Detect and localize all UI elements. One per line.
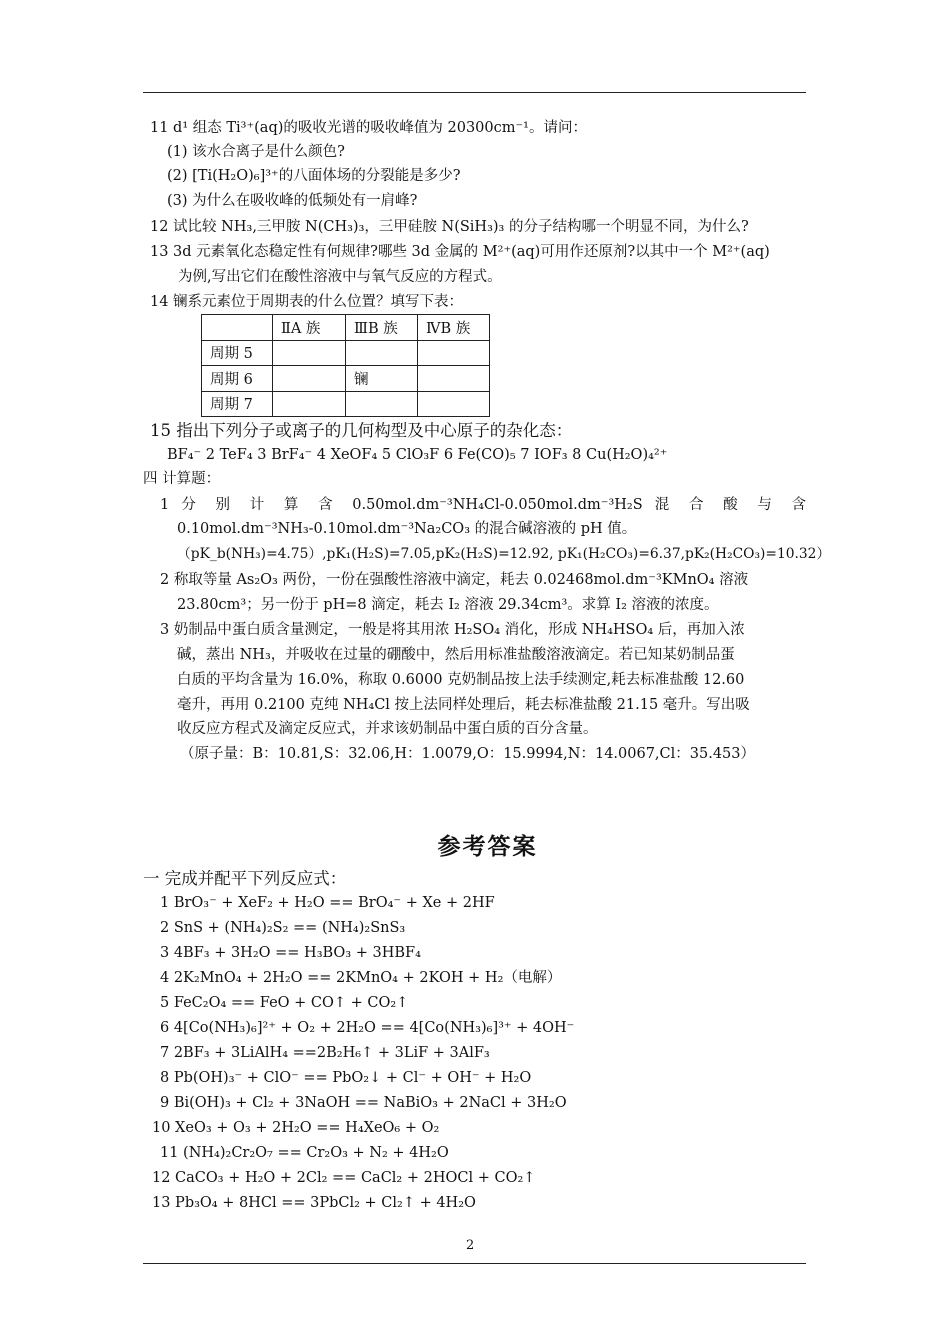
table-row xyxy=(202,391,490,417)
calc-2: 2 称取等量 As₂O₃ 两份，一份在强酸性溶液中滴定，耗去 0.02468mol.dm⁻³KMnO₄ 溶液 xyxy=(160,572,749,588)
answer-item: 7 2BF₃ + 3LiAlH₄ ==2B₂H₆↑ + 3LiF + 3AlF₃ xyxy=(160,1045,490,1061)
answer-item: 9 Bi(OH)₃ + Cl₂ + 3NaOH == NaBiO₃ + 2NaCl + 3H₂O xyxy=(160,1095,567,1111)
table-header-row xyxy=(202,315,490,341)
answer-item: 4 2K₂MnO₄ + 2H₂O == 2KMnO₄ + 2KOH + H₂（电解） xyxy=(160,970,562,986)
table-cell xyxy=(418,340,490,366)
table-row xyxy=(202,366,490,392)
question-11-part-1: (1) 该水合离子是什么颜色? xyxy=(167,144,345,160)
answer-item: 6 4[Co(NH₃)₆]²⁺ + O₂ + 2H₂O == 4[Co(NH₃)₆]³⁺ + 4OH⁻ xyxy=(160,1020,575,1036)
table-cell: 周期 7 xyxy=(202,391,273,417)
question-12: 12 试比较 NH₃,三甲胺 N(CH₃)₃，三甲硅胺 N(SiH₃)₃ 的分子结构哪一个明显不同，为什么? xyxy=(150,219,749,235)
calc-heading: 四 计算题： xyxy=(143,471,221,487)
calc-3-cont: 白质的平均含量为 16.0%，称取 0.6000 克奶制品按上法手续测定,耗去标准盐酸 12.60 xyxy=(177,672,745,688)
table-cell xyxy=(273,366,346,392)
periodic-table-fill-in xyxy=(201,314,490,417)
question-15: 15 指出下列分子或离子的几何构型及中心原子的杂化态： xyxy=(150,421,573,440)
answers-section-heading: 一 完成并配平下列反应式： xyxy=(143,869,347,888)
footer-rule xyxy=(143,1263,806,1264)
table-header-cell: ⅢB 族 xyxy=(346,315,418,341)
calc-3: 3 奶制品中蛋白质含量测定，一般是将其用浓 H₂SO₄ 消化，形成 NH₄HSO₄ 后，再加入浓 xyxy=(160,622,745,638)
question-11-part-2: (2) [Ti(H₂O)₆]³⁺的八面体场的分裂能是多少? xyxy=(167,168,461,184)
calc-3-cont: 碱，蒸出 NH₃，并吸收在过量的硼酸中，然后用标准盐酸溶液滴定。若已知某奶制品蛋 xyxy=(177,647,735,663)
atomic-masses: （原子量：B：10.81,S：32.06,H：1.0079,O：15.9994,N：14.0067,Cl：35.453） xyxy=(180,746,756,762)
question-13: 13 3d 元素氧化态稳定性有何规律?哪些 3d 金属的 M²⁺(aq)可用作还原剂?以其中一个 M²⁺(aq) xyxy=(150,244,770,260)
table-header-cell: ⅣB 族 xyxy=(418,315,490,341)
table-header-cell: ⅡA 族 xyxy=(273,315,346,341)
header-rule xyxy=(143,92,806,93)
answer-item: 5 FeC₂O₄ == FeO + CO↑ + CO₂↑ xyxy=(160,995,409,1011)
table-cell xyxy=(418,391,490,417)
table-row xyxy=(202,340,490,366)
table-cell xyxy=(346,391,418,417)
table-cell: 周期 6 xyxy=(202,366,273,392)
answer-item: 3 4BF₃ + 3H₂O == H₃BO₃ + 3HBF₄ xyxy=(160,945,421,961)
answers-title: 参考答案 xyxy=(437,833,538,860)
table-cell xyxy=(273,340,346,366)
calc-1-constants: （pK_b(NH₃)=4.75）,pK₁(H₂S)=7.05,pK₂(H₂S)=12.92, pK₁(H₂CO₃)=6.37,pK₂(H₂CO₃)=10.32） xyxy=(177,546,831,562)
page-number: 2 xyxy=(466,1238,475,1253)
table-header-cell xyxy=(202,315,273,341)
answer-item: 8 Pb(OH)₃⁻ + ClO⁻ == PbO₂↓ + Cl⁻ + OH⁻ + H₂O xyxy=(160,1070,532,1086)
question-15-list: BF₄⁻ 2 TeF₄ 3 BrF₄⁻ 4 XeOF₄ 5 ClO₃F 6 Fe(CO)₅ 7 IOF₃ 8 Cu(H₂O)₄²⁺ xyxy=(167,447,668,463)
question-14: 14 镧系元素位于周期表的什么位置？填写下表： xyxy=(150,294,464,310)
answer-item: 12 CaCO₃ + H₂O + 2Cl₂ == CaCl₂ + 2HOCl + CO₂↑ xyxy=(152,1170,536,1186)
calc-1: 1 分 别 计 算 含 0.50mol.dm⁻³NH₄Cl-0.050mol.dm⁻³H₂S 混 合 酸 与 含 xyxy=(160,497,806,513)
calc-2-cont: 23.80cm³；另一份于 pH=8 滴定，耗去 I₂ 溶液 29.34cm³。求算 I₂ 溶液的浓度。 xyxy=(177,597,719,613)
answer-item: 13 Pb₃O₄ + 8HCl == 3PbCl₂ + Cl₂↑ + 4H₂O xyxy=(152,1195,476,1211)
table-cell xyxy=(346,340,418,366)
question-13-cont: 为例,写出它们在酸性溶液中与氧气反应的方程式。 xyxy=(178,269,502,285)
calc-3-cont: 收反应方程式及滴定反应式，并求该奶制品中蛋白质的百分含量。 xyxy=(177,721,598,737)
table-cell xyxy=(273,391,346,417)
calc-3-cont: 毫升，再用 0.2100 克纯 NH₄Cl 按上法同样处理后，耗去标准盐酸 21.15 毫升。写出吸 xyxy=(177,697,750,713)
calc-1-cont: 0.10mol.dm⁻³NH₃-0.10mol.dm⁻³Na₂CO₃ 的混合碱溶液的 pH 值。 xyxy=(177,521,637,537)
answer-item: 2 SnS + (NH₄)₂S₂ == (NH₄)₂SnS₃ xyxy=(160,920,406,936)
question-11-part-3: (3) 为什么在吸收峰的低频处有一肩峰? xyxy=(167,193,418,209)
answer-item: 1 BrO₃⁻ + XeF₂ + H₂O == BrO₄⁻ + Xe + 2HF xyxy=(160,895,495,911)
table-cell: 镧 xyxy=(346,366,418,392)
table-cell: 周期 5 xyxy=(202,340,273,366)
question-11: 11 d¹ 组态 Ti³⁺(aq)的吸收光谱的吸收峰值为 20300cm⁻¹。请问： xyxy=(150,120,587,136)
answer-item: 11 (NH₄)₂Cr₂O₇ == Cr₂O₃ + N₂ + 4H₂O xyxy=(160,1145,449,1161)
table-cell xyxy=(418,366,490,392)
answer-item: 10 XeO₃ + O₃ + 2H₂O == H₄XeO₆ + O₂ xyxy=(152,1120,440,1136)
